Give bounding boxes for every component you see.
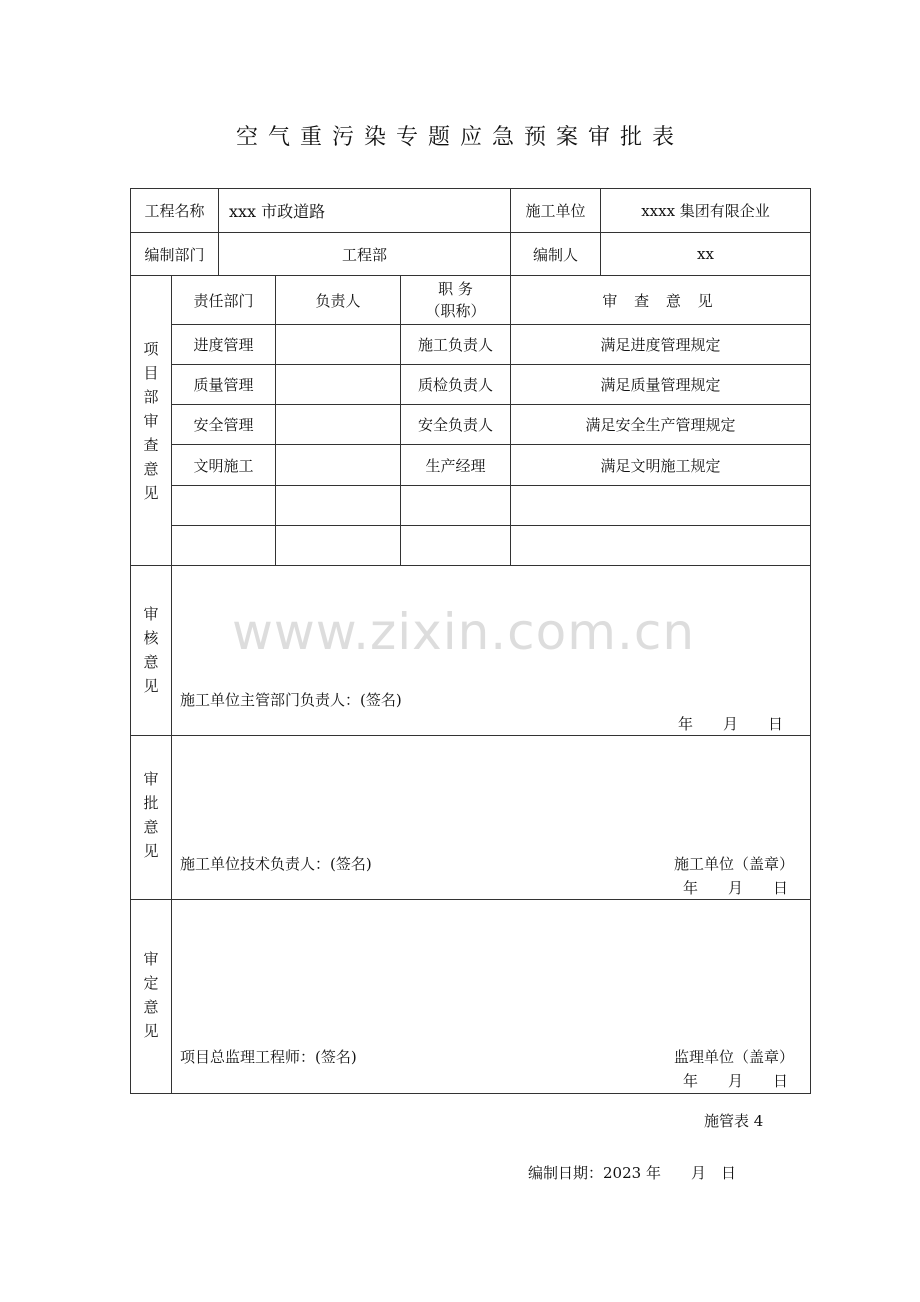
row-opinion: 满足质量管理规定 bbox=[600, 376, 721, 394]
watermark: www.zixin.com.cn bbox=[232, 603, 696, 661]
row-position: 安全负责人 bbox=[417, 416, 493, 434]
row-opinion: 满足安全生产管理规定 bbox=[585, 416, 736, 434]
final-side-label: 审 定 意 见 bbox=[143, 950, 159, 1040]
audit-date: 年 月 日 bbox=[678, 715, 784, 733]
dept-value: 工程部 bbox=[341, 245, 387, 264]
column-header-position: 职 务 （职称） bbox=[425, 280, 486, 320]
author-label: 编制人 bbox=[532, 245, 578, 264]
compile-date: 编制日期：2023 年 月 日 bbox=[528, 1164, 736, 1182]
row-person bbox=[276, 445, 400, 485]
contractor-value: xxxx 集团有限企业 bbox=[641, 202, 770, 220]
audit-side-label: 审 核 意 见 bbox=[143, 605, 159, 695]
row-dept: 文明施工 bbox=[193, 456, 254, 475]
approval-signer: 施工单位技术负责人：(签名) bbox=[180, 855, 372, 873]
row-dept: 安全管理 bbox=[193, 416, 254, 434]
row-position: 施工负责人 bbox=[417, 336, 493, 354]
row-person bbox=[276, 325, 400, 364]
project-name-value: xxx 市政道路 bbox=[229, 202, 326, 221]
final-stamp: 监理单位（盖章） bbox=[674, 1048, 795, 1066]
row-dept: 进度管理 bbox=[193, 336, 254, 354]
author-value: xx bbox=[697, 245, 714, 263]
row-person bbox=[276, 365, 400, 404]
approval-stamp: 施工单位（盖章） bbox=[674, 855, 795, 873]
row-dept: 质量管理 bbox=[193, 376, 254, 394]
form-title: 空气重污染专题应急预案审批表 bbox=[235, 125, 684, 150]
row-position: 质检负责人 bbox=[417, 376, 493, 394]
column-header-person: 负责人 bbox=[315, 291, 361, 310]
dept-label: 编制部门 bbox=[144, 245, 205, 264]
row-opinion: 满足文明施工规定 bbox=[600, 456, 721, 475]
approval-side-label: 审 批 意 见 bbox=[143, 770, 159, 860]
final-date: 年 月 日 bbox=[683, 1072, 789, 1090]
audit-signer: 施工单位主管部门负责人：(签名) bbox=[180, 691, 402, 709]
column-header-opinion: 审 查 意 见 bbox=[602, 291, 719, 310]
row-position: 生产经理 bbox=[425, 456, 486, 475]
final-signer: 项目总监理工程师：(签名) bbox=[180, 1048, 357, 1066]
form-number: 施管表 4 bbox=[704, 1112, 764, 1130]
row-person bbox=[276, 405, 400, 444]
column-header-dept: 责任部门 bbox=[193, 291, 254, 310]
approval-date: 年 月 日 bbox=[683, 879, 789, 897]
project-review-side-label: 项 目 部 审 查 意 见 bbox=[143, 339, 159, 502]
contractor-label: 施工单位 bbox=[525, 202, 586, 220]
row-opinion: 满足进度管理规定 bbox=[600, 336, 721, 354]
project-name-label: 工程名称 bbox=[144, 202, 205, 220]
